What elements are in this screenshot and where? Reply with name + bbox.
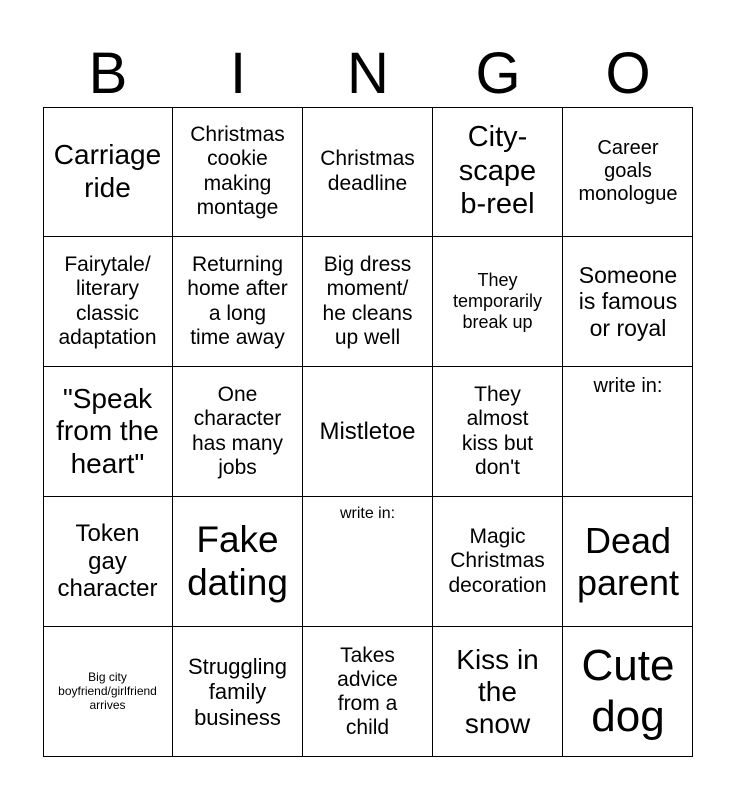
- bingo-cell-text: write in:: [339, 505, 396, 522]
- bingo-cell-text: Cute dog: [581, 641, 675, 741]
- bingo-cell-text: Kiss in the snow: [456, 643, 539, 740]
- bingo-cell-text: Carriage ride: [53, 139, 162, 203]
- bingo-cell-r2-c4[interactable]: [433, 237, 563, 367]
- bingo-cell-r1-c1[interactable]: [43, 107, 173, 237]
- bingo-cell-text: One character has many jobs: [191, 383, 284, 479]
- bingo-cell-r5-c3[interactable]: [303, 627, 433, 757]
- bingo-cell-text: They temporarily break up: [452, 270, 543, 332]
- bingo-cell-text: Takes advice from a child: [337, 643, 398, 740]
- bingo-cell-text: Mistletoe: [319, 417, 416, 445]
- bingo-cell-text: "Speak from the heart": [56, 383, 159, 479]
- bingo-cell-text: Token gay character: [57, 520, 158, 603]
- header-letter-i: I: [229, 41, 247, 106]
- bingo-cell-text: They almost kiss but don't: [461, 383, 534, 479]
- bingo-cell-r5-c4[interactable]: [433, 627, 563, 757]
- bingo-cell-text: Magic Christmas decoration: [448, 525, 547, 597]
- bingo-cell-r3-c4[interactable]: [433, 367, 563, 497]
- bingo-cell-r2-c3[interactable]: [303, 237, 433, 367]
- bingo-cell-r4-c3[interactable]: [303, 497, 433, 627]
- header-letter-n: N: [347, 41, 389, 106]
- bingo-cell-r2-c1[interactable]: [43, 237, 173, 367]
- header-letter-b: B: [88, 41, 128, 106]
- bingo-board: [43, 107, 693, 757]
- bingo-cell-text: Fairytale/ literary classic adaptation: [58, 253, 157, 349]
- bingo-cell-r2-c2[interactable]: [173, 237, 303, 367]
- bingo-cell-r4-c1[interactable]: [43, 497, 173, 627]
- bingo-cell-r1-c2[interactable]: [173, 107, 303, 237]
- bingo-cell-r4-c2[interactable]: [173, 497, 303, 627]
- bingo-cell-r3-c2[interactable]: [173, 367, 303, 497]
- bingo-cell-text: Christmas deadline: [320, 147, 415, 195]
- bingo-cell-text: Big dress moment/ he cleans up well: [322, 253, 413, 349]
- bingo-cell-r5-c1[interactable]: [43, 627, 173, 757]
- bingo-cell-text: Struggling family business: [187, 654, 288, 730]
- header-letter-o: O: [605, 41, 651, 106]
- bingo-cell-r3-c1[interactable]: [43, 367, 173, 497]
- bingo-cell-text: Dead parent: [576, 520, 680, 603]
- bingo-cell-text: Big city boyfriend/girlfriend arrives: [58, 670, 157, 712]
- bingo-cell-text: City- scape b-reel: [458, 121, 537, 221]
- bingo-cell-r1-c5[interactable]: [563, 107, 693, 237]
- bingo-cell-text: Returning home after a long time away: [187, 253, 288, 349]
- bingo-cell-text: Fake dating: [187, 518, 288, 603]
- bingo-cell-r5-c5[interactable]: [563, 627, 693, 757]
- bingo-cell-r3-c5[interactable]: [563, 367, 693, 497]
- bingo-cell-text: write in:: [593, 375, 663, 397]
- bingo-cell-r1-c3[interactable]: [303, 107, 433, 237]
- bingo-cell-r4-c4[interactable]: [433, 497, 563, 627]
- bingo-cell-r4-c5[interactable]: [563, 497, 693, 627]
- bingo-cell-r2-c5[interactable]: [563, 237, 693, 367]
- bingo-cell-r5-c2[interactable]: [173, 627, 303, 757]
- bingo-cell-text: Someone is famous or royal: [578, 261, 678, 341]
- bingo-cell-text: Career goals monologue: [578, 137, 678, 205]
- bingo-cell-r3-c3[interactable]: [303, 367, 433, 497]
- bingo-cell-text: Christmas cookie making montage: [190, 123, 285, 219]
- bingo-header: [43, 40, 693, 108]
- bingo-cell-r1-c4[interactable]: [433, 107, 563, 237]
- header-letter-g: G: [475, 41, 521, 106]
